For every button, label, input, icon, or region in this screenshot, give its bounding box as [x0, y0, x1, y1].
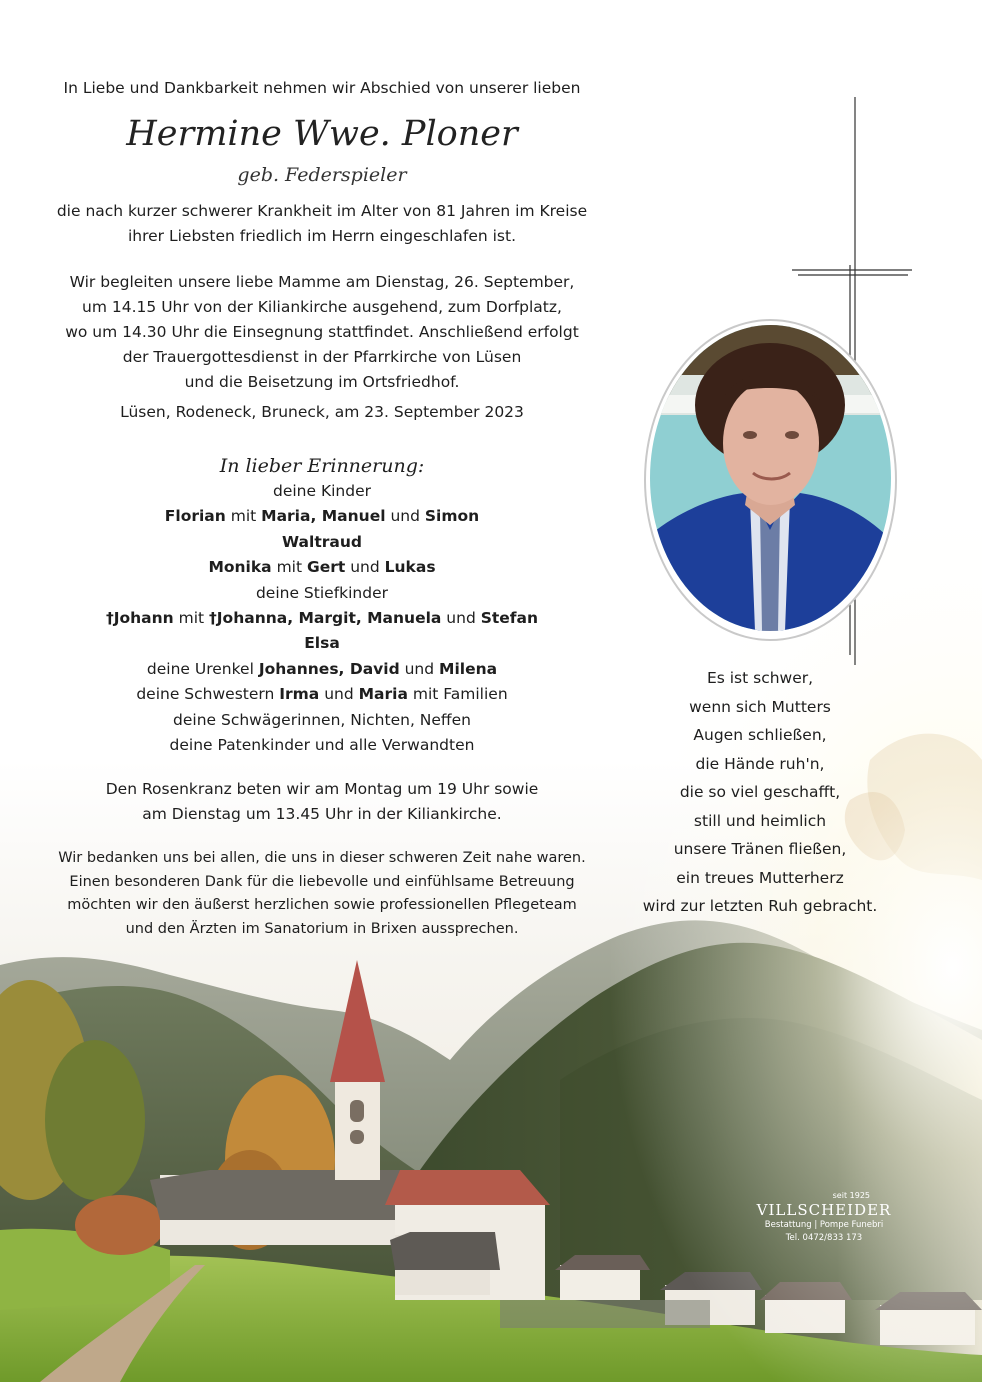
funeral-service-info — [40, 270, 604, 395]
portrait-photo — [650, 325, 891, 631]
logo-since: seit 1925 — [832, 1191, 870, 1200]
service-line: wo um 14.30 Uhr die Einsegnung stattfindet. Anschließend erfolgt — [65, 323, 579, 341]
mourners-line: Monika mit Gert und Lukas — [208, 558, 436, 577]
intro-text: In Liebe und Dankbarkeit nehmen wir Abschied von unserer lieben — [63, 79, 581, 97]
memorial-poem — [630, 664, 890, 921]
thanks-line: und den Ärzten im Sanatorium in Brixen aussprechen. — [125, 920, 519, 937]
memory-heading: In lieber Erinnerung: — [219, 455, 425, 477]
mourners-line: Florian mit Maria, Manuel und Simon — [164, 507, 480, 526]
rosary-line: am Dienstag um 13.45 Uhr in der Kiliankirche. — [142, 805, 502, 823]
thanks-line: möchten wir den äußerst herzlichen sowie professionellen Pflegeteam — [67, 897, 577, 913]
service-line: und die Beisetzung im Ortsfriedhof. — [184, 373, 460, 391]
passing-info — [40, 199, 604, 249]
service-line: Wir begleiten unsere liebe Mamme am Dienstag, 26. September, — [69, 273, 575, 291]
service-line: um 14.15 Uhr von der Kiliankirche ausgehend, zum Dorfplatz, — [82, 298, 562, 316]
logo-phone: Tel. 0472/833 173 — [785, 1233, 863, 1243]
thanks-line: Einen besonderen Dank für die liebevolle und einfühlsame Betreuung — [69, 873, 575, 890]
poem-line: unsere Tränen fließen, — [673, 840, 847, 858]
poem-line: ein treues Mutterherz — [676, 868, 844, 887]
mourners-line: deine Kinder — [272, 482, 371, 500]
poem-line: Es ist schwer, — [706, 669, 814, 687]
mourners-line: deine Schwägerinnen, Nichten, Neffen — [173, 710, 471, 729]
poem-line: wird zur letzten Ruh gebracht. — [642, 897, 878, 915]
passing-info-line: die nach kurzer schwerer Krankheit im Alter von 81 Jahren im Kreise — [56, 202, 588, 220]
mourners-list — [40, 479, 604, 758]
poem-line: Augen schließen, — [693, 726, 827, 744]
poem-line: wenn sich Mutters — [689, 697, 831, 716]
funeral-home-logo — [744, 1191, 904, 1245]
thanks-text — [40, 847, 604, 941]
logo-name: VILLSCHEIDER — [756, 1201, 892, 1219]
deceased-name: Hermine Wwe. Ploner — [126, 114, 518, 154]
mourners-line: Waltraud — [282, 532, 362, 551]
rosary-info — [40, 777, 604, 827]
thanks-line: Wir bedanken uns bei allen, die uns in dieser schweren Zeit nahe waren. — [58, 850, 586, 866]
mourners-line: deine Patenkinder und alle Verwandten — [169, 735, 475, 754]
service-line: der Trauergottesdienst in der Pfarrkirche von Lüsen — [122, 348, 522, 366]
poem-line: die Hände ruh'n, — [695, 754, 825, 773]
rosary-line: Den Rosenkranz beten wir am Montag um 19 Uhr sowie — [105, 780, 539, 798]
logo-tagline: Bestattung | Pompe Funebri — [764, 1220, 884, 1230]
poem-line: still und heimlich — [693, 811, 827, 830]
mourners-line: †Johann mit †Johanna, Margit, Manuela und Stefan — [105, 608, 539, 627]
place-and-date: Lüsen, Rodeneck, Bruneck, am 23. September 2023 — [120, 403, 524, 421]
mourners-line: deine Schwestern Irma und Maria mit Familien — [136, 685, 508, 704]
mourners-line: deine Stiefkinder — [255, 583, 389, 602]
passing-info-line: ihrer Liebsten friedlich im Herrn eingeschlafen ist. — [127, 227, 517, 245]
poem-line: die so viel geschafft, — [679, 783, 841, 801]
maiden-name: geb. Federspieler — [237, 164, 407, 186]
mourners-line: deine Urenkel Johannes, David und Milena — [146, 659, 498, 678]
mourners-line: Elsa — [304, 634, 340, 653]
